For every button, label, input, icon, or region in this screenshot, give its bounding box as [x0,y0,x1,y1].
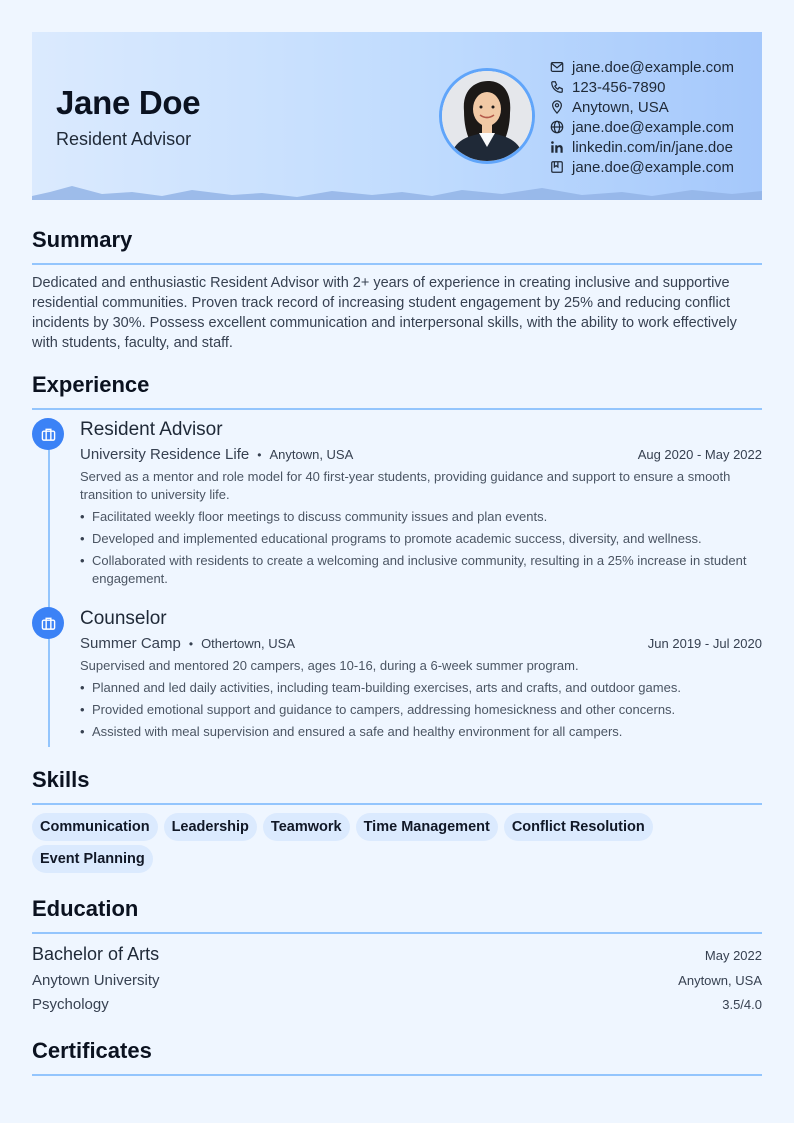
job-entry-1 [80,419,762,592]
job-marker-2 [32,607,64,639]
contact-item-location [550,97,734,117]
globe-icon [550,120,564,134]
job-bullet: • Facilitated weekly floor meetings to discuss community issues and plan events. [80,508,762,526]
wave-decoration [32,184,762,200]
job-org-line: University Residence Life • Anytown, USA [80,446,354,463]
job-date: Jun 2019 - Jul 2020 [647,636,762,651]
job-entry-2 [80,608,762,745]
certificates-heading: Certificates [32,1038,152,1063]
education-degree: Bachelor of Arts [32,944,160,964]
job-location: Anytown, USA [269,447,354,462]
contact-phone-text: 123-456-7890 [572,78,666,96]
job-organization: Summer Camp [80,635,181,652]
experience-heading: Experience [32,372,150,397]
summary-divider [32,263,762,265]
job-bullet: • Assisted with meal supervision and ensured a safe and healthy environment for all campers. [80,723,762,741]
skills-heading: Skills [32,767,90,792]
job-bullet: • Collaborated with residents to create a welcoming and inclusive community, resulting in a 25% increase in student engagement. [80,552,762,588]
education-gpa: 3.5/4.0 [722,997,762,1012]
skill-chip: Teamwork [263,813,350,841]
profile-photo [439,68,535,164]
job-title: Resident Advisor [80,419,223,440]
contact-item-portfolio[interactable] [550,157,734,177]
skill-chip: Event Planning [32,845,153,873]
location-icon [550,100,564,114]
skills-divider [32,803,762,805]
job-marker-1 [32,418,64,450]
skills-list [32,813,762,877]
candidate-name: Jane Doe [56,84,201,121]
experience-timeline [48,435,50,747]
summary-heading: Summary [32,227,133,252]
job-location: Othertown, USA [201,636,295,651]
job-organization: University Residence Life [80,446,250,463]
contact-location-text: Anytown, USA [572,98,669,116]
briefcase-icon [41,427,56,442]
linkedin-icon [550,140,564,154]
education-school-row [32,972,762,989]
portrait-image [442,71,532,161]
job-bullet: • Developed and implemented educational programs to promote academic success, diversity, and wellness. [80,530,762,548]
job-title: Counselor [80,608,167,629]
job-description: Served as a mentor and role model for 40 first-year students, providing guidance and support to ensure a smooth transition to university life. [80,469,731,502]
job-org-line: Summer Camp • Othertown, USA [80,635,295,652]
skill-chip: Conflict Resolution [504,813,653,841]
job-bullet: • Provided emotional support and guidance to campers, addressing homesickness and other concerns. [80,701,762,719]
contact-email-text: jane.doe@example.com [572,58,734,76]
contact-item-email[interactable] [550,57,734,77]
contact-linkedin-text: linkedin.com/in/jane.doe [572,138,733,156]
skill-chip: Communication [32,813,158,841]
candidate-role: Resident Advisor [56,129,192,149]
education-school: Anytown University [32,972,160,989]
phone-icon [550,80,564,94]
education-field: Psychology [32,996,109,1013]
contact-item-website[interactable] [550,117,734,137]
job-meta [80,635,762,657]
job-meta [80,446,762,468]
bookmark-icon [550,160,564,174]
education-field-row [32,996,762,1013]
education-date: May 2022 [704,948,762,963]
education-location: Anytown, USA [678,973,762,988]
education-divider [32,932,762,934]
job-description: Supervised and mentored 20 campers, ages 10-16, during a 6-week summer program. [80,658,579,673]
experience-divider [32,408,762,410]
job-bullets [80,508,762,588]
contact-item-phone[interactable] [550,77,734,97]
header-banner [32,32,762,200]
summary-text: Dedicated and enthusiastic Resident Advisor with 2+ years of experience in creating inclusive and supportive residential communities. Proven track record of increasing student engagement by 25% and reducing conflict incidents by 30%. Possess excellent communication and interpersonal skills, with the ability to work effectively with students, faculty, and staff. [32,275,737,351]
job-bullet: • Planned and led daily activities, including team-building exercises, arts and crafts, and outdoor games. [80,679,762,697]
education-heading: Education [32,896,139,921]
briefcase-icon [41,616,56,631]
certificates-divider [32,1074,762,1076]
contact-portfolio-text: jane.doe@example.com [572,158,734,176]
contact-list [550,57,734,177]
skill-chip: Leadership [164,813,257,841]
contact-item-linkedin[interactable] [550,137,734,157]
job-bullets [80,679,762,741]
education-degree-row [32,944,762,965]
skill-chip: Time Management [356,813,498,841]
job-date: Aug 2020 - May 2022 [637,447,762,462]
mail-icon [550,60,564,74]
contact-website-text: jane.doe@example.com [572,118,734,136]
